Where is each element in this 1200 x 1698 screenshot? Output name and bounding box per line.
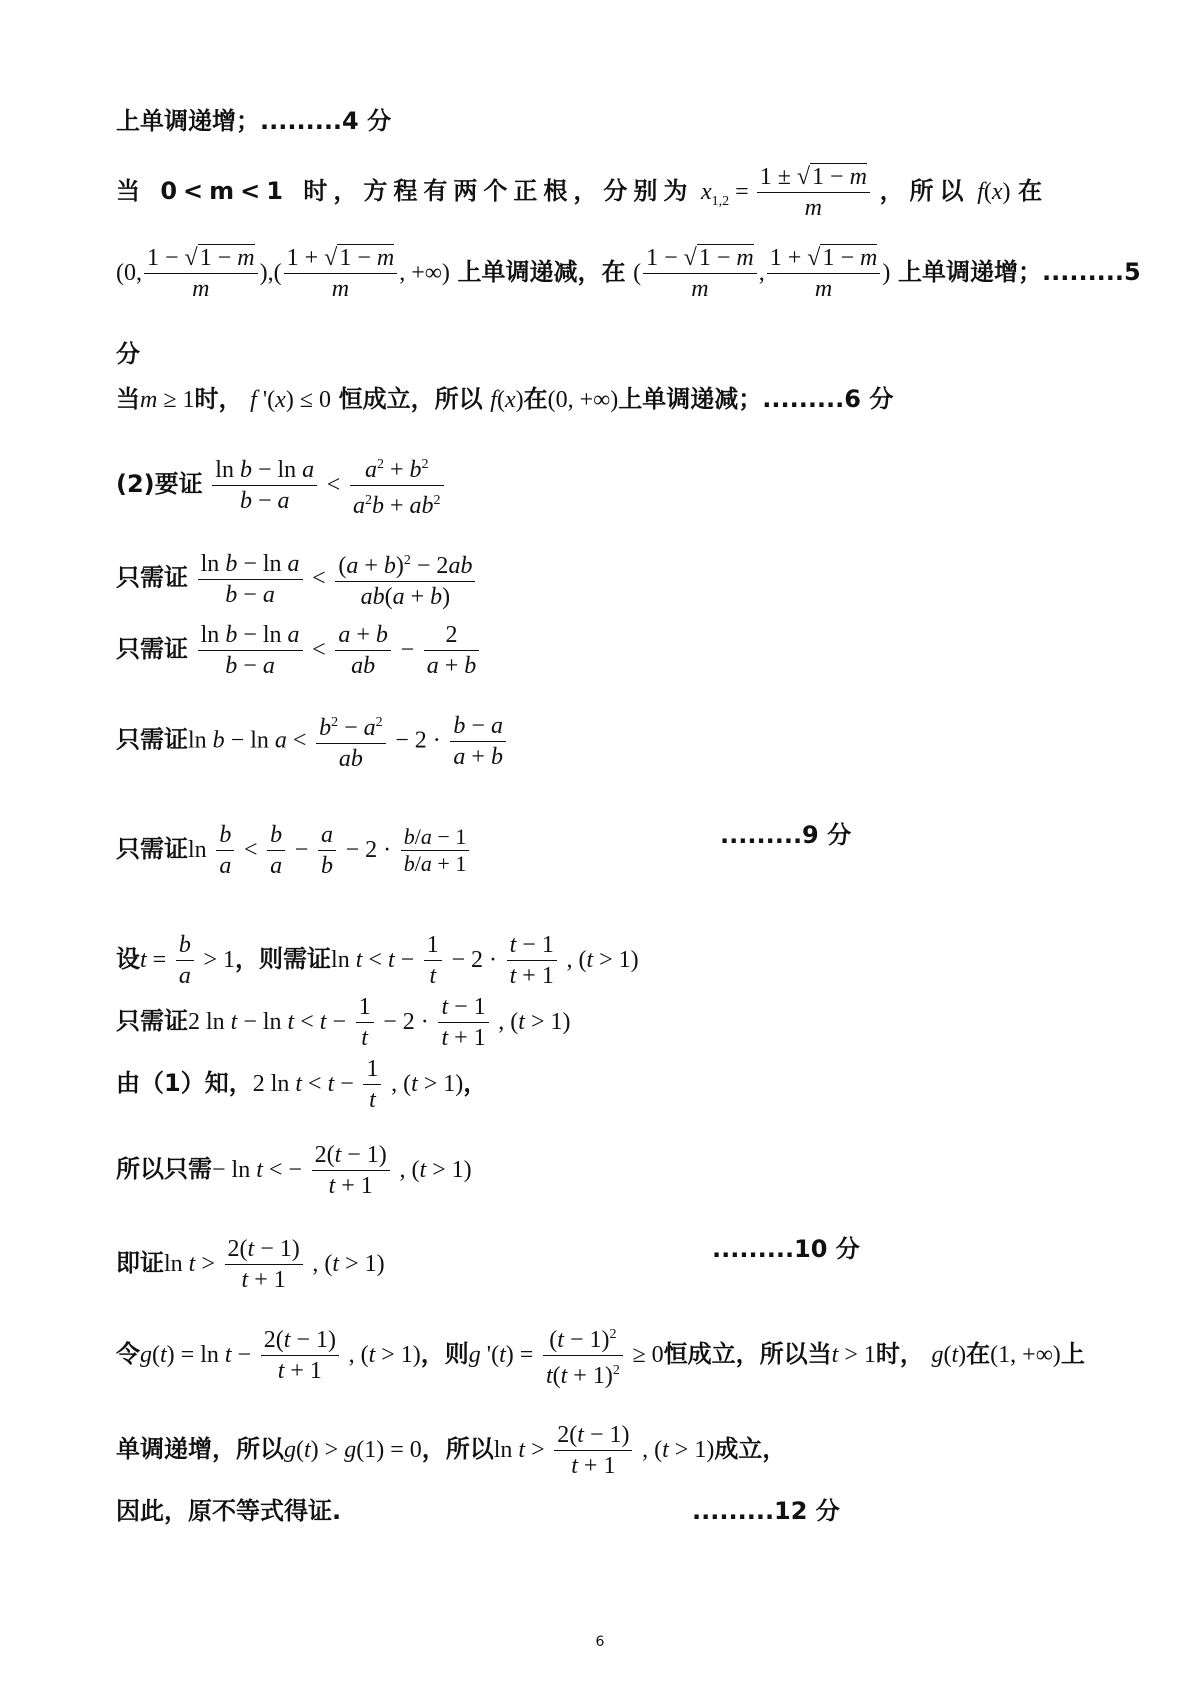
math-x12: $x_{1,2}$ = xyxy=(700,179,755,209)
fraction-1-plus: $\frac{1 + √1 - m}{m}$ xyxy=(284,243,398,304)
fraction-1-minus: $\frac{1 - √1 - m}{m}$ xyxy=(144,243,258,304)
text-so: ，所以 xyxy=(879,177,970,205)
text-line-1: 上单调递增；.........4 分 xyxy=(116,107,392,135)
fraction-t-def: $\frac{b}{a}$ xyxy=(176,930,194,991)
fraction-ab-squared: $\frac{a^2 + b^2}{a^2b + ab^2}$ xyxy=(350,450,444,521)
text-so-only: 所以只需− ln t < − $\frac{2(t - 1)}{t + 1}$ , (t > 1) xyxy=(116,1142,472,1199)
fraction-a-plus-b-over-ab: $\frac{a + b}{ab}$ xyxy=(335,620,391,681)
text-ie-label: 即证 xyxy=(116,1249,164,1277)
text-always: 恒成立，所以 xyxy=(338,385,483,413)
text-line-2 xyxy=(116,162,1086,223)
text-shang: 上 xyxy=(1060,1340,1085,1368)
text-from-1: 由（1）知， xyxy=(116,1069,253,1097)
score-10: .........10 分 xyxy=(712,1235,860,1263)
text-need-3: 只需证ln b − ln a < $\frac{b^2 - a^2}{ab}$ − 2 · $\frac{b - a}{a + b}$ xyxy=(116,708,508,774)
fraction-a-over-b: $\frac{a}{b}$ xyxy=(318,820,336,881)
text-line-4: 分 xyxy=(116,340,140,368)
fraction-ln-diff-3: $\frac{\text{ln b − ln a}}{b - a}$ xyxy=(198,620,303,681)
math-fx: f(x) xyxy=(977,179,1011,205)
text-then-prove: ，则需证 xyxy=(235,945,332,973)
fraction-right: $\frac{1 + √1 - m}{m}$ xyxy=(767,243,881,304)
text-line-3: (0, $\frac{1 - √1 - m}{m}$ ),( $\frac{1 + √1 - m}{m}$ , +∞) 上单调递减，在 ( $\frac{1 - √1 - m}{m}$ , $\frac{1 + √1 - m}{m}$ ) 上单调递增；.........5 xyxy=(116,245,1141,302)
text-need-2: 只需证 $\frac{\text{ln b − ln a}}{b - a}$ < $\frac{a + b}{ab}$ − $\frac{2}{a + b}$ xyxy=(116,620,481,681)
text-zai-2: 在 xyxy=(523,385,548,413)
fraction-b-over-a-2: $\frac{b}{a}$ xyxy=(267,820,285,881)
text-when: 时， xyxy=(875,1340,924,1368)
text-set: 设 xyxy=(116,945,140,973)
fraction-2t-1-c: $\frac{2(t - 1)}{t + 1}$ xyxy=(261,1325,339,1386)
score-12: .........12 分 xyxy=(692,1497,840,1525)
text-line-5: 当m ≥ 1时， f '(x) ≤ 0 恒成立，所以 f(x)在(0, +∞)上单调递减；.........6 分 xyxy=(116,385,894,413)
text-shi: 时， xyxy=(194,385,243,413)
fraction-gprime: $\frac{(t - 1)^2}{t(t + 1)^2}$ xyxy=(543,1320,623,1391)
page-number: 6 xyxy=(595,1634,605,1650)
text-let: 令 xyxy=(116,1340,140,1368)
text-need-label-3: 只需证 xyxy=(116,725,188,754)
text-prove: (2)要证 xyxy=(116,470,203,498)
text-part-2: (2)要证 $\frac{\text{ln b − ln a}}{b - a}$ < $\frac{a^2 + b^2}{a^2b + ab^2}$ xyxy=(116,450,446,521)
text-let-g: 令g(t) = ln t − $\frac{2(t - 1)}{t + 1}$ , (t > 1)，则g '(t) = $\frac{(t - 1)^2}{t(t + 1)^2}$ ≥ 0恒成立，所以当t > 1时， g(t)在(1, +∞)上 xyxy=(116,1320,1085,1391)
text-inc: 单调递增，所以g(t) > g(1) = 0，所以ln t > $\frac{2(t - 1)}{t + 1}$ , (t > 1)成立， xyxy=(116,1422,787,1479)
text-need-label-1: 只需证 xyxy=(116,563,188,592)
text-need-label-4: 只需证 xyxy=(116,835,188,863)
fraction-ln-diff-2: $\frac{\text{ln b − ln a}}{b - a}$ xyxy=(198,549,303,610)
math-interval-1: (0, xyxy=(116,260,142,286)
fraction-left: $\frac{1 - √1 - m}{m}$ xyxy=(643,243,757,304)
text-set-t: 设t = $\frac{b}{a}$ > 1，则需证ln t < t − $\frac{1}{t}$ − 2 · $\frac{t - 1}{t + 1}$ , (t > 1) xyxy=(116,932,639,989)
text-need-label-5: 只需证 xyxy=(116,1007,188,1035)
text-so-2: ，所以 xyxy=(421,1435,494,1463)
text-when-0-m-1: 当 0<m<1 时，方程有两个正根，分别为 xyxy=(116,177,694,205)
text-dec-in: 上单调递减，在 xyxy=(457,258,626,286)
fraction-1-over-t-2: $\frac{1}{t}$ xyxy=(356,992,374,1053)
text-dec-6: 上单调递减；.........6 分 xyxy=(618,385,894,413)
fraction-b-over-a: $\frac{b}{a}$ xyxy=(216,820,234,881)
text-need-5: 只需证2 ln t − ln t < t − $\frac{1}{t}$ − 2 · $\frac{t - 1}{t + 1}$ , (t > 1) xyxy=(116,994,571,1051)
fraction-2-over: $\frac{2}{a + b}$ xyxy=(424,620,480,681)
text-need-1: 只需证 $\frac{\text{ln b − ln a}}{b - a}$ < $\frac{(a + b)^2 - 2ab}{ab(a + b)}$ xyxy=(116,546,477,612)
fraction-b2-a2: $\frac{b^2 - a^2}{ab}$ xyxy=(316,708,386,774)
text-need-label-2: 只需证 xyxy=(116,635,188,663)
text-ie: 即证ln t > $\frac{2(t - 1)}{t + 1}$ , (t > 1) xyxy=(116,1236,385,1293)
score-9: .........9 分 xyxy=(720,821,852,849)
fraction-t-1: $\frac{t - 1}{t + 1}$ xyxy=(507,930,557,991)
fraction-ln-diff: $\frac{\text{ln b − ln a}}{b - a}$ xyxy=(212,455,317,516)
text-zai: 在 xyxy=(1018,177,1043,205)
text-inc-so: 单调递增，所以 xyxy=(116,1435,284,1463)
fraction-t-1-2: $\frac{t - 1}{t + 1}$ xyxy=(438,992,488,1053)
fraction-a-plus-b-sq: $\frac{(a + b)^2 - 2ab}{ab(a + b)}$ xyxy=(335,546,475,612)
fraction-roots: $\frac{1 \pm √1 - m}{m}$ xyxy=(757,162,870,223)
text-zai-3: 在 xyxy=(966,1340,991,1368)
fraction-1-over-t-3: $\frac{1}{t}$ xyxy=(363,1054,381,1115)
fraction-2t-1: $\frac{2(t - 1)}{t + 1}$ xyxy=(312,1140,390,1201)
fraction-1-over-t: $\frac{1}{t}$ xyxy=(424,930,442,991)
fraction-2t-1-b: $\frac{2(t - 1)}{t + 1}$ xyxy=(225,1234,303,1295)
fraction-2t-1-d: $\frac{2(t - 1)}{t + 1}$ xyxy=(554,1420,632,1481)
text-inc-5: 上单调递增；.........5 xyxy=(897,258,1141,286)
text-then: ，则 xyxy=(420,1340,469,1368)
text-always-2: 恒成立，所以当 xyxy=(663,1340,832,1368)
math-fprime: f '(x) ≤ 0 xyxy=(250,387,331,413)
text-so-only-label: 所以只需 xyxy=(116,1155,212,1183)
text-final: 因此，原不等式得证. xyxy=(116,1497,342,1525)
text-dang: 当 xyxy=(116,385,140,413)
text-by-1: 由（1）知，2 ln t < t − $\frac{1}{t}$ , (t > 1)， xyxy=(116,1056,488,1113)
fraction-nested: $\frac{b/a - 1}{b/a + 1}$ xyxy=(401,824,470,877)
fraction-b-minus-a: $\frac{b - a}{a + b}$ xyxy=(450,711,506,772)
text-holds: 成立， xyxy=(714,1435,787,1463)
text-need-4: 只需证ln $\frac{b}{a}$ < $\frac{b}{a}$ − $\frac{a}{b}$ − 2 · $\frac{b/a - 1}{b/a + 1}$ xyxy=(116,820,471,881)
